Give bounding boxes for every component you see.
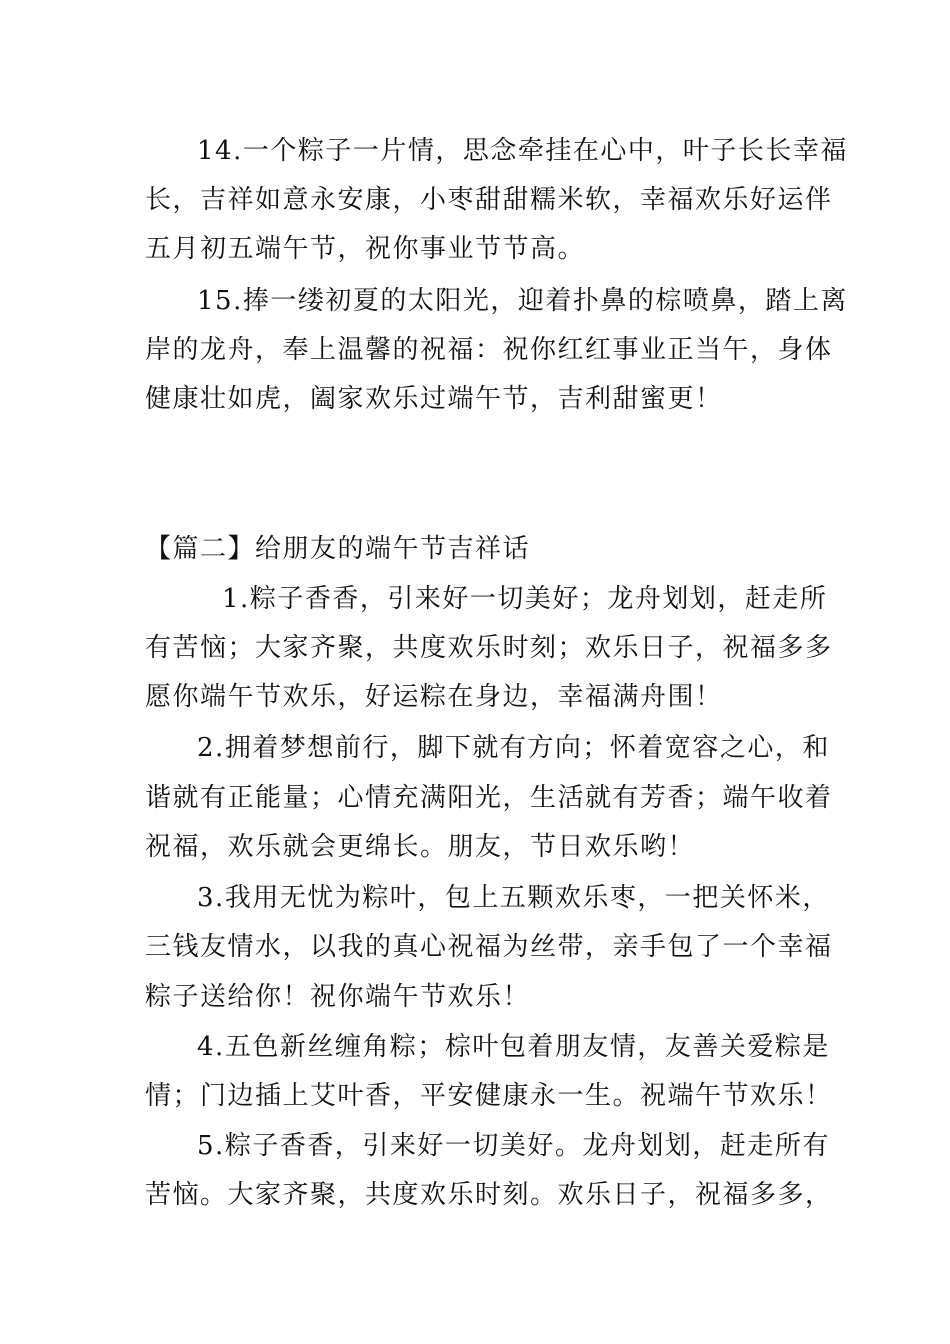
- item-number: 5.: [197, 1131, 225, 1161]
- paragraph-text: 捧一缕初夏的太阳光，迎着扑鼻的棕喷鼻，踏上离: [242, 286, 848, 316]
- paragraph-text: 粽子香香，引来好一切美好。龙舟划划，赶走所有: [224, 1131, 830, 1161]
- item-number: 1.: [222, 584, 250, 614]
- item-number: 4.: [197, 1032, 225, 1062]
- paragraph-5-line-1: [197, 1121, 867, 1171]
- item-number: 3.: [197, 883, 225, 913]
- item-number: 14.: [197, 136, 243, 166]
- paragraph-3-line-2: 三钱友情水，以我的真心祝福为丝带，亲手包了一个幸福: [145, 932, 833, 962]
- paragraph-14-line-2: 长，吉祥如意永安康，小枣甜甜糯米软，幸福欢乐好运伴: [145, 185, 833, 215]
- paragraph-text: 我用无忧为粽叶，包上五颗欢乐枣，一把关怀米，: [224, 883, 830, 913]
- paragraph-15-line-1: [197, 276, 867, 326]
- paragraph-1-line-2: 有苦恼；大家齐聚，共度欢乐时刻；欢乐日子，祝福多多: [145, 633, 833, 663]
- paragraph-3-line-3: 粽子送给你！祝你端午节欢乐！: [145, 982, 531, 1012]
- paragraph-text: 粽子香香，引来好一切美好；龙舟划划，赶走所: [249, 584, 828, 614]
- paragraph-text: 拥着梦想前行，脚下就有方向；怀着宽容之心，和: [224, 733, 830, 763]
- paragraph-text: 五色新丝缠角粽；棕叶包着朋友情，友善关爱粽是: [224, 1032, 830, 1062]
- paragraph-4-line-1: [197, 1022, 867, 1072]
- paragraph-4-line-2: 情；门边插上艾叶香，平安健康永一生。祝端午节欢乐！: [145, 1081, 833, 1111]
- paragraph-2-line-2: 谐就有正能量；心情充满阳光，生活就有芳香；端午收着: [145, 783, 833, 813]
- section-heading: 【篇二】给朋友的端午节吉祥话: [145, 534, 531, 564]
- paragraph-15-line-2: 岸的龙舟，奉上温馨的祝福：祝你红红事业正当午，身体: [145, 335, 833, 365]
- item-number: 15.: [197, 286, 243, 316]
- paragraph-2-line-3: 祝福，欢乐就会更绵长。朋友，节日欢乐哟！: [145, 832, 696, 862]
- paragraph-3-line-1: [197, 873, 867, 923]
- paragraph-1-line-3: 愿你端午节欢乐，好运粽在身边，幸福满舟围！: [145, 682, 723, 712]
- paragraph-15-line-3: 健康壮如虎，阖家欢乐过端午节，吉利甜蜜更！: [145, 384, 723, 414]
- paragraph-14-line-1: [197, 126, 867, 176]
- item-number: 2.: [197, 733, 225, 763]
- paragraph-2-line-1: [197, 723, 867, 773]
- paragraph-1-line-1: [222, 574, 892, 624]
- paragraph-5-line-2: 苦恼。大家齐聚，共度欢乐时刻。欢乐日子，祝福多多，: [145, 1180, 833, 1210]
- paragraph-14-line-3: 五月初五端午节，祝你事业节节高。: [145, 234, 586, 264]
- paragraph-text: 一个粽子一片情，思念牵挂在心中，叶子长长幸福: [242, 136, 848, 166]
